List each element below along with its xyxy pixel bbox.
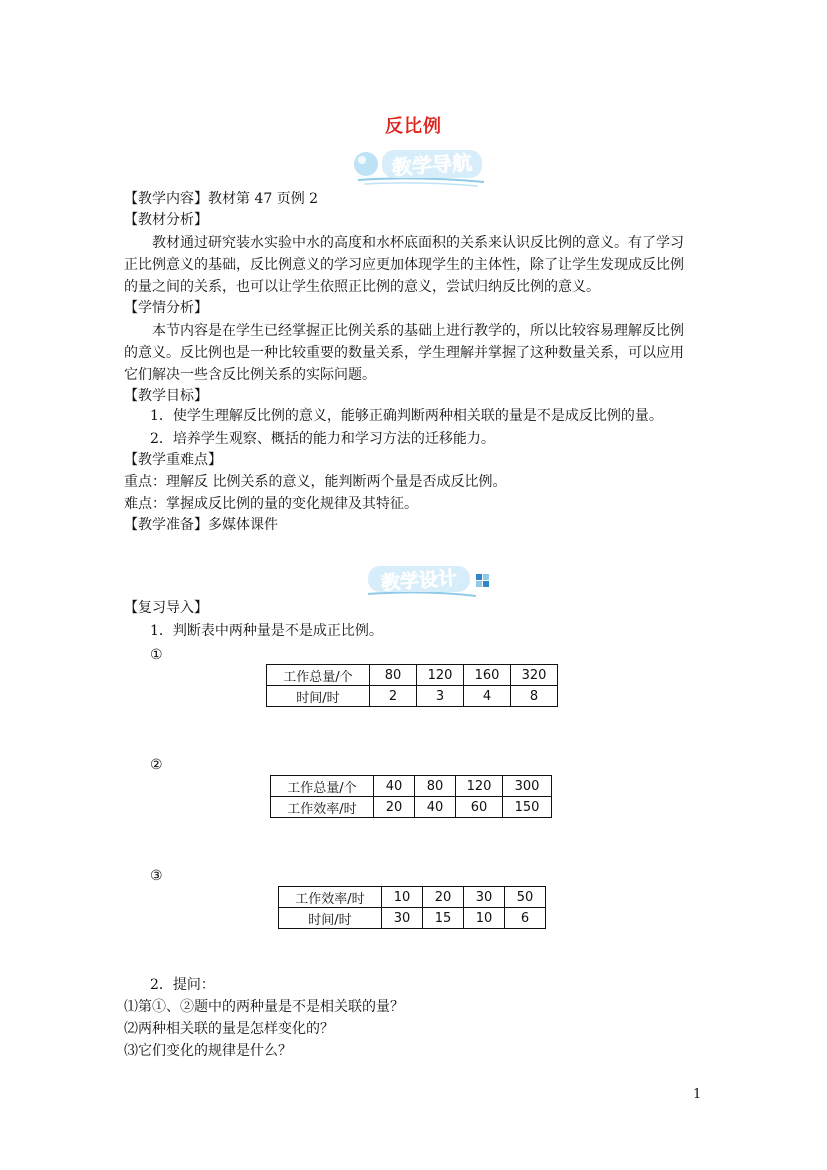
cell: 20 xyxy=(423,887,464,908)
cell: 120 xyxy=(456,776,503,797)
difficult-point: 难点：掌握成反比例的量的变化规律及其特征。 xyxy=(124,496,418,512)
cell: 150 xyxy=(503,797,552,818)
table-2 xyxy=(270,775,552,818)
cell: 8 xyxy=(511,686,558,707)
cell: 320 xyxy=(511,665,558,686)
analysis-text: 的量之间的关系，也可以让学生依照正比例的意义，尝试归纳反比例的意义。 xyxy=(124,279,600,295)
cell: 300 xyxy=(503,776,552,797)
table-row xyxy=(267,665,558,686)
key-point: 重点：理解反 比例关系的意义，能判断两个量是否成反比例。 xyxy=(124,474,507,490)
review-heading: 【复习导入】 xyxy=(124,600,208,616)
student-text: 它们解决一些含反比例关系的实际问题。 xyxy=(124,367,376,383)
review-question: 1．判断表中两种量是不是成正比例。 xyxy=(150,623,383,639)
question-item: ⑵两种相关联的量是怎样变化的？ xyxy=(124,1021,334,1037)
table-1 xyxy=(266,664,558,707)
table-row xyxy=(279,887,546,908)
goal-item: 2．培养学生观察、概括的能力和学习方法的迁移能力。 xyxy=(150,431,495,447)
goal-item: 1．使学生理解反比例的意义，能够正确判断两种相关联的量是不是成反比例的量。 xyxy=(150,408,663,424)
banner-teaching-design-text: 教学设计 xyxy=(380,567,458,595)
row-label: 工作效率/时 xyxy=(279,887,382,908)
question-item: ⑴第①、②题中的两种量是不是相关联的量？ xyxy=(124,999,404,1015)
table-3 xyxy=(278,886,546,929)
banner-teaching-guide xyxy=(348,142,490,188)
cell: 40 xyxy=(415,797,456,818)
cell: 120 xyxy=(417,665,464,686)
cell: 3 xyxy=(417,686,464,707)
student-text: 本节内容是在学生已经掌握正比例关系的基础上进行教学的，所以比较容易理解反比例 xyxy=(152,323,684,339)
cell: 20 xyxy=(374,797,415,818)
row-label: 工作效率/时 xyxy=(271,797,374,818)
prep-line: 【教学准备】多媒体课件 xyxy=(124,517,278,533)
student-heading: 【学情分析】 xyxy=(124,300,208,316)
cell: 80 xyxy=(415,776,456,797)
table-row xyxy=(279,908,546,929)
cell: 50 xyxy=(505,887,546,908)
question-item: ⑶它们变化的规律是什么？ xyxy=(124,1043,292,1059)
row-label: 工作总量/个 xyxy=(271,776,374,797)
page-title: 反比例 xyxy=(385,116,442,137)
cell: 6 xyxy=(505,908,546,929)
page-number: 1 xyxy=(693,1087,702,1102)
analysis-heading: 【教材分析】 xyxy=(124,212,208,228)
table-marker: ③ xyxy=(150,868,163,884)
question-heading: 2．提问： xyxy=(150,977,215,993)
cell: 4 xyxy=(464,686,511,707)
banner-teaching-design xyxy=(364,562,494,600)
cell: 15 xyxy=(423,908,464,929)
cell: 2 xyxy=(370,686,417,707)
analysis-text: 正比例意义的基础，反比例意义的学习应更加体现学生的主体性，除了让学生发现成反比例 xyxy=(124,257,684,273)
table-marker: ① xyxy=(150,647,163,663)
table-row xyxy=(267,686,558,707)
squares-icon xyxy=(476,574,489,587)
student-text: 的意义。反比例也是一种比较重要的数量关系，学生理解并掌握了这种数量关系，可以应用 xyxy=(124,345,684,361)
cell: 30 xyxy=(464,887,505,908)
table-row xyxy=(271,797,552,818)
row-label: 时间/时 xyxy=(279,908,382,929)
analysis-text: 教材通过研究装水实验中水的高度和水杯底面积的关系来认识反比例的意义。有了学习 xyxy=(152,235,684,251)
cell: 40 xyxy=(374,776,415,797)
cell: 160 xyxy=(464,665,511,686)
banner-bubble-icon xyxy=(354,152,378,176)
row-label: 工作总量/个 xyxy=(267,665,370,686)
table-row xyxy=(271,776,552,797)
cell: 60 xyxy=(456,797,503,818)
cell: 10 xyxy=(464,908,505,929)
cell: 30 xyxy=(382,908,423,929)
banner-teaching-guide-text: 教学导航 xyxy=(391,150,473,180)
cell: 80 xyxy=(370,665,417,686)
content-line: 【教学内容】教材第 47 页例 2 xyxy=(124,191,319,207)
row-label: 时间/时 xyxy=(267,686,370,707)
goal-heading: 【教学目标】 xyxy=(124,388,208,404)
cell: 10 xyxy=(382,887,423,908)
key-heading: 【教学重难点】 xyxy=(124,452,222,468)
table-marker: ② xyxy=(150,757,163,773)
